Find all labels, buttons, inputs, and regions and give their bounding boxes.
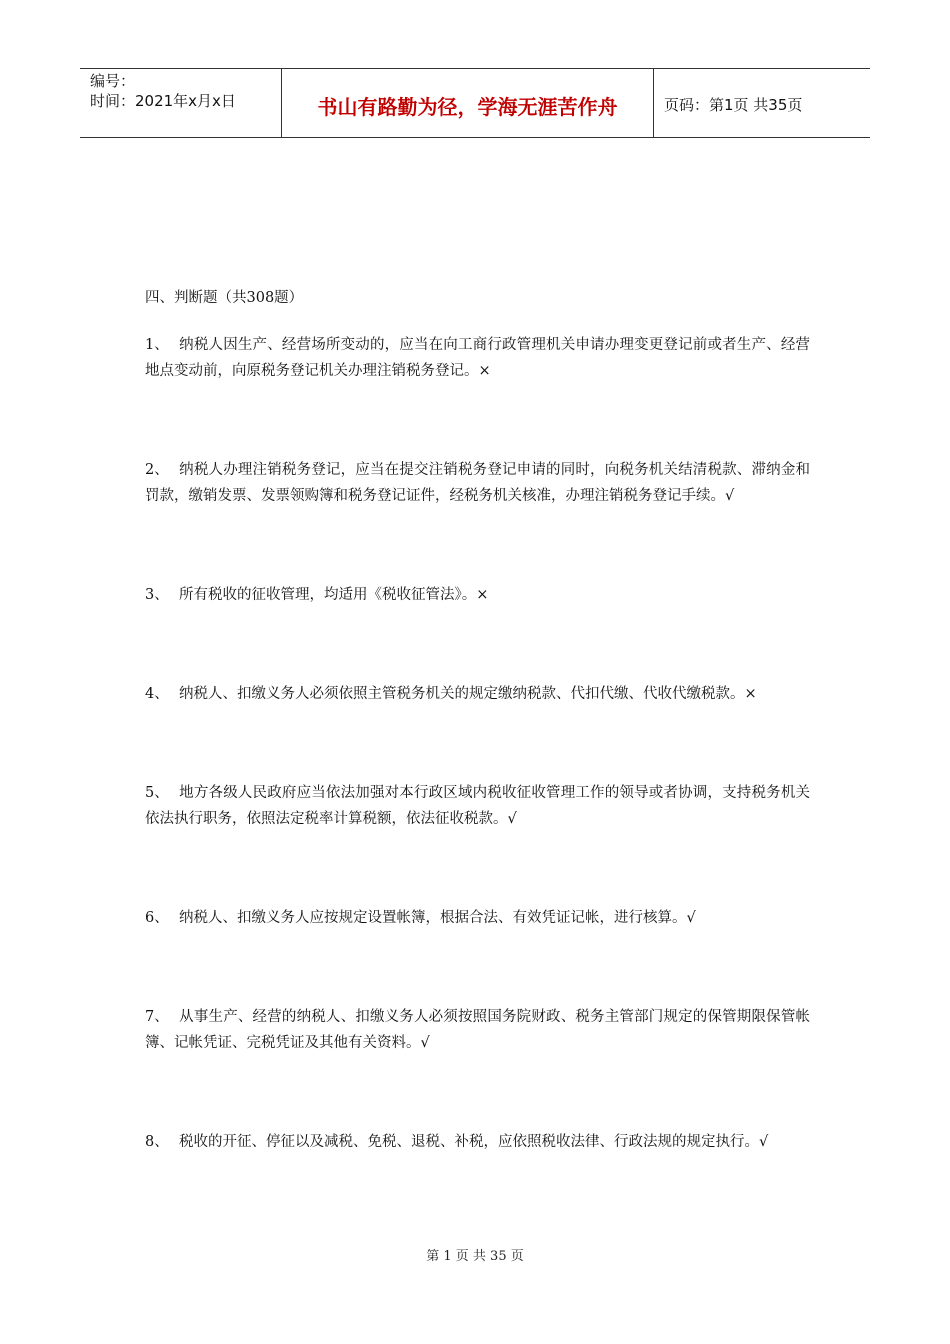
- question-item: [145, 332, 810, 384]
- question-text: 所有税收的征收管理，均适用《税收征管法》。×: [179, 587, 489, 603]
- question-text: 纳税人因生产、经营场所变动的，应当在向工商行政管理机关申请办理变更登记前或者生产、经营地点变动前，向原税务登记机关办理注销税务登记。×: [145, 337, 810, 379]
- header-meta: [80, 69, 282, 137]
- question-item: [145, 681, 810, 707]
- question-number: 2、: [145, 462, 169, 478]
- question-number: 6、: [145, 910, 169, 926]
- page-header: [80, 68, 870, 138]
- question-number: 1、: [145, 337, 169, 353]
- page-footer: 第 1 页 共 35 页: [426, 1249, 524, 1264]
- question-text: 从事生产、经营的纳税人、扣缴义务人必须按照国务院财政、税务主管部门规定的保管期限保管帐簿、记帐凭证、完税凭证及其他有关资料。√: [145, 1009, 810, 1051]
- question-item: [145, 905, 810, 931]
- question-number: 8、: [145, 1134, 169, 1150]
- question-text: 纳税人、扣缴义务人应按规定设置帐簿，根据合法、有效凭证记帐，进行核算。√: [179, 910, 696, 926]
- question-item: [145, 780, 810, 832]
- document-number-label: 编号：: [90, 72, 136, 90]
- document-body: [145, 285, 810, 1155]
- question-number: 7、: [145, 1009, 169, 1025]
- document-time-label: 时间：2021年x月x日: [90, 92, 236, 110]
- question-number: 3、: [145, 587, 169, 603]
- header-page-label: 页码：第1页 共35页: [664, 95, 803, 114]
- question-text: 纳税人、扣缴义务人必须依照主管税务机关的规定缴纳税款、代扣代缴、代收代缴税款。×: [179, 686, 757, 702]
- section-title: 四、判断题（共308题）: [145, 290, 304, 306]
- question-item: [145, 457, 810, 509]
- question-text: 税收的开征、停征以及减税、免税、退税、补税，应依照税收法律、行政法规的规定执行。√: [179, 1134, 769, 1150]
- question-item: [145, 1129, 810, 1155]
- question-number: 4、: [145, 686, 169, 702]
- question-text: 纳税人办理注销税务登记，应当在提交注销税务登记申请的同时，向税务机关结清税款、滞纳金和罚款，缴销发票、发票领购簿和税务登记证件，经税务机关核准，办理注销税务登记手续。√: [145, 462, 810, 504]
- header-motto: 书山有路勤为径，学海无涯苦作舟: [282, 69, 654, 137]
- question-item: [145, 582, 810, 608]
- question-number: 5、: [145, 785, 169, 801]
- question-item: [145, 1004, 810, 1056]
- question-text: 地方各级人民政府应当依法加强对本行政区域内税收征收管理工作的领导或者协调，支持税务机关依法执行职务，依照法定税率计算税额，依法征收税款。√: [145, 785, 810, 827]
